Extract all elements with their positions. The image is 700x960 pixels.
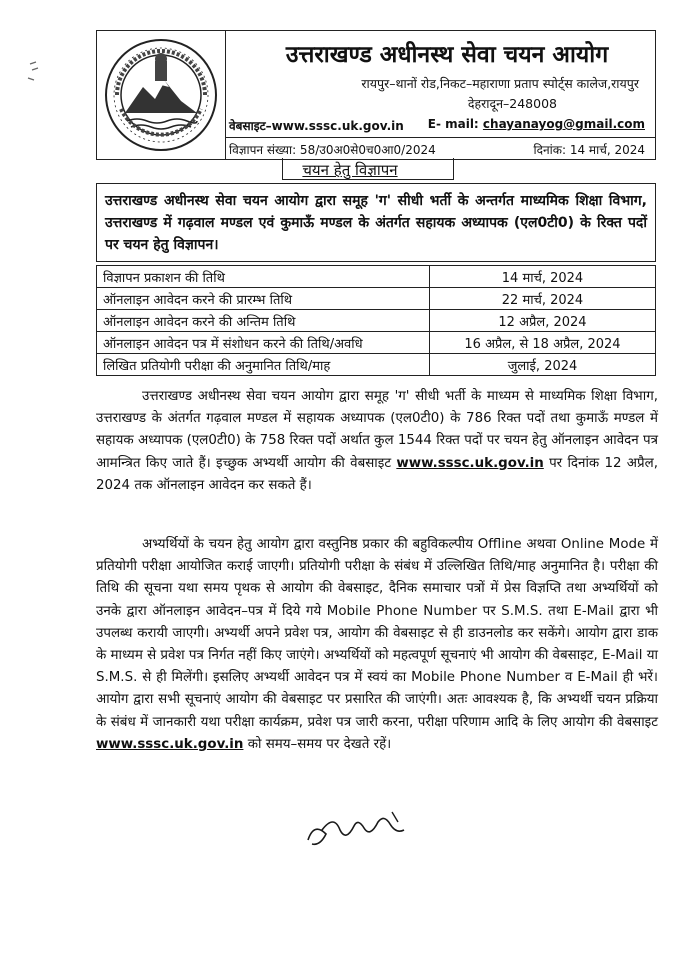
email-block bbox=[428, 117, 645, 131]
org-name: उत्तराखण्ड अधीनस्थ सेवा चयन आयोग bbox=[285, 42, 609, 68]
vacancy-paragraph bbox=[96, 386, 658, 497]
date-label: विज्ञापन प्रकाशन की तिथि bbox=[97, 266, 430, 288]
advertisement-date: दिनांक: 14 मार्च, 2024 bbox=[533, 143, 645, 157]
advertisement-number: विज्ञापन संख्या: 58/उ0अ0से0च0आ0/2024 bbox=[229, 143, 436, 157]
website-link[interactable]: www.sssc.uk.gov.in bbox=[96, 736, 244, 752]
date-value: 12 अप्रैल, 2024 bbox=[430, 310, 656, 332]
email-label: E- mail: bbox=[427, 117, 479, 131]
important-dates-table bbox=[96, 265, 656, 376]
selection-paragraph bbox=[96, 534, 658, 756]
website-link[interactable]: www.sssc.uk.gov.in bbox=[396, 455, 544, 471]
letterhead-box bbox=[96, 30, 656, 160]
date-label: ऑनलाइन आवेदन करने की प्रारम्भ तिथि bbox=[97, 288, 430, 310]
table-row bbox=[97, 288, 656, 310]
table-row bbox=[97, 266, 656, 288]
contact-row bbox=[225, 115, 655, 135]
date-value: 16 अप्रैल, से 18 अप्रैल, 2024 bbox=[430, 332, 656, 354]
notice-title: चयन हेतु विज्ञापन bbox=[302, 161, 398, 179]
email-link[interactable]: chayanayog@gmail.com bbox=[482, 117, 645, 131]
paragraph-text: अभ्यर्थियों के चयन हेतु आयोग द्वारा वस्तुनिष्ठ प्रकार की बहुविकल्पीय Offline अथवा Online Mode में प्रतियोगी परीक्षा आयोजित कराई जाएगी। प्रतियोगी परीक्षा के संबंध में उल्लिखित तिथि/माह अनुमानित है। परीक्षा की तिथि की सूचना यथा समय पृथक से आयोग की वेबसाइट, दैनिक समाचार पत्रों में प्रेस विज्ञप्ति तथा अभ्यर्थियों को उनके द्वारा ऑनलाइन आवेदन–पत्र में दिये गये Mobile Phone Number पर S.M.S. तथा E-Mail द्वारा भी उपलब्ध करायी जाएगी। अभ्यर्थी अपने प्रवेश पत्र, आयोग की वेबसाइट से ही डाउनलोड कर सकेंगे। आयोग द्वारा डाक के माध्यम से प्रवेश पत्र निर्गत नहीं किए जाएंगे। अभ्यर्थियों को महत्वपूर्ण सूचनाएं भी आयोग की वेबसाइट, E-Mail या S.M.S. से ही मिलेंगी। इसलिए अभ्यर्थी आवेदन पत्र में स्वयं का Mobile Phone Number व E-Mail ही भरें। आयोग द्वारा सभी सूचनाएं आयोग की वेबसाइट पर प्रसारित की जाएंगी। अतः आवश्यक है, कि अभ्यर्थी चयन प्रक्रिया के संबंध में जानकारी यथा परीक्षा कार्यक्रम, प्रवेश पत्र जारी करना, परीक्षा परिणाम आदि के लिए आयोग की वेबसाइट bbox=[96, 537, 658, 730]
date-value: जुलाई, 2024 bbox=[430, 354, 656, 376]
address-line-1: रायपुर–थानों रोड,निकट–महाराणा प्रताप स्पोर्ट्स कालेज,रायपुर bbox=[361, 76, 639, 91]
website-label[interactable]: वेबसाइट–www.sssc.uk.gov.in bbox=[229, 119, 404, 133]
state-emblem-icon bbox=[103, 37, 219, 153]
margin-mark-icon bbox=[22, 56, 52, 96]
table-row bbox=[97, 332, 656, 354]
paragraph-text: को समय–समय पर देखते रहें। bbox=[243, 736, 392, 752]
table-row bbox=[97, 354, 656, 376]
address-line-2: देहरादून–248008 bbox=[467, 96, 557, 111]
intro-statement: उत्तराखण्ड अधीनस्थ सेवा चयन आयोग द्वारा समूह 'ग' सीधी भर्ती के अन्तर्गत माध्यमिक शिक्षा विभाग, उत्तराखण्ड में गढ़वाल मण्डल एवं कुमाऊँ मण्डल के अंतर्गत सहायक अध्यापक (एल0टी0) के रिक्त पदों पर चयन हेतु विज्ञापन। bbox=[96, 183, 656, 262]
paragraph-text: उत्तराखण्ड अधीनस्थ सेवा चयन आयोग द्वारा समूह 'ग' सीधी भर्ती के माध्यम से माध्यमिक शिक्षा विभाग, उत्तराखण्ड के अंतर्गत गढ़वाल मण्डल में सहायक अध्यापक (एल0टी0) के 786 रिक्त पदों तथा कुमाऊँ मण्डल में सहायक अध्यापक (एल0टी0) के 758 रिक्त पदों अर्थात कुल 1544 रिक्त पदों पर चयन हेतु ऑनलाइन आवेदन पत्र आमन्त्रित किए जाते हैं। इच्छुक अभ्यर्थी आयोग की वेबसाइट bbox=[96, 389, 658, 471]
date-label: ऑनलाइन आवेदन पत्र में संशोधन करने की तिथि/अवधि bbox=[97, 332, 430, 354]
date-value: 14 मार्च, 2024 bbox=[430, 266, 656, 288]
signature-icon bbox=[300, 800, 420, 860]
advertisement-row bbox=[225, 137, 655, 159]
table-row bbox=[97, 310, 656, 332]
date-label: ऑनलाइन आवेदन करने की अन्तिम तिथि bbox=[97, 310, 430, 332]
paragraph-text: पर दिनांक 12 अप्रैल, 2024 तक ऑनलाइन आवेदन कर सकते हैं। bbox=[96, 455, 658, 493]
logo-cell bbox=[97, 31, 226, 159]
date-label: लिखित प्रतियोगी परीक्षा की अनुमानित तिथि/माह bbox=[97, 354, 430, 376]
date-value: 22 मार्च, 2024 bbox=[430, 288, 656, 310]
